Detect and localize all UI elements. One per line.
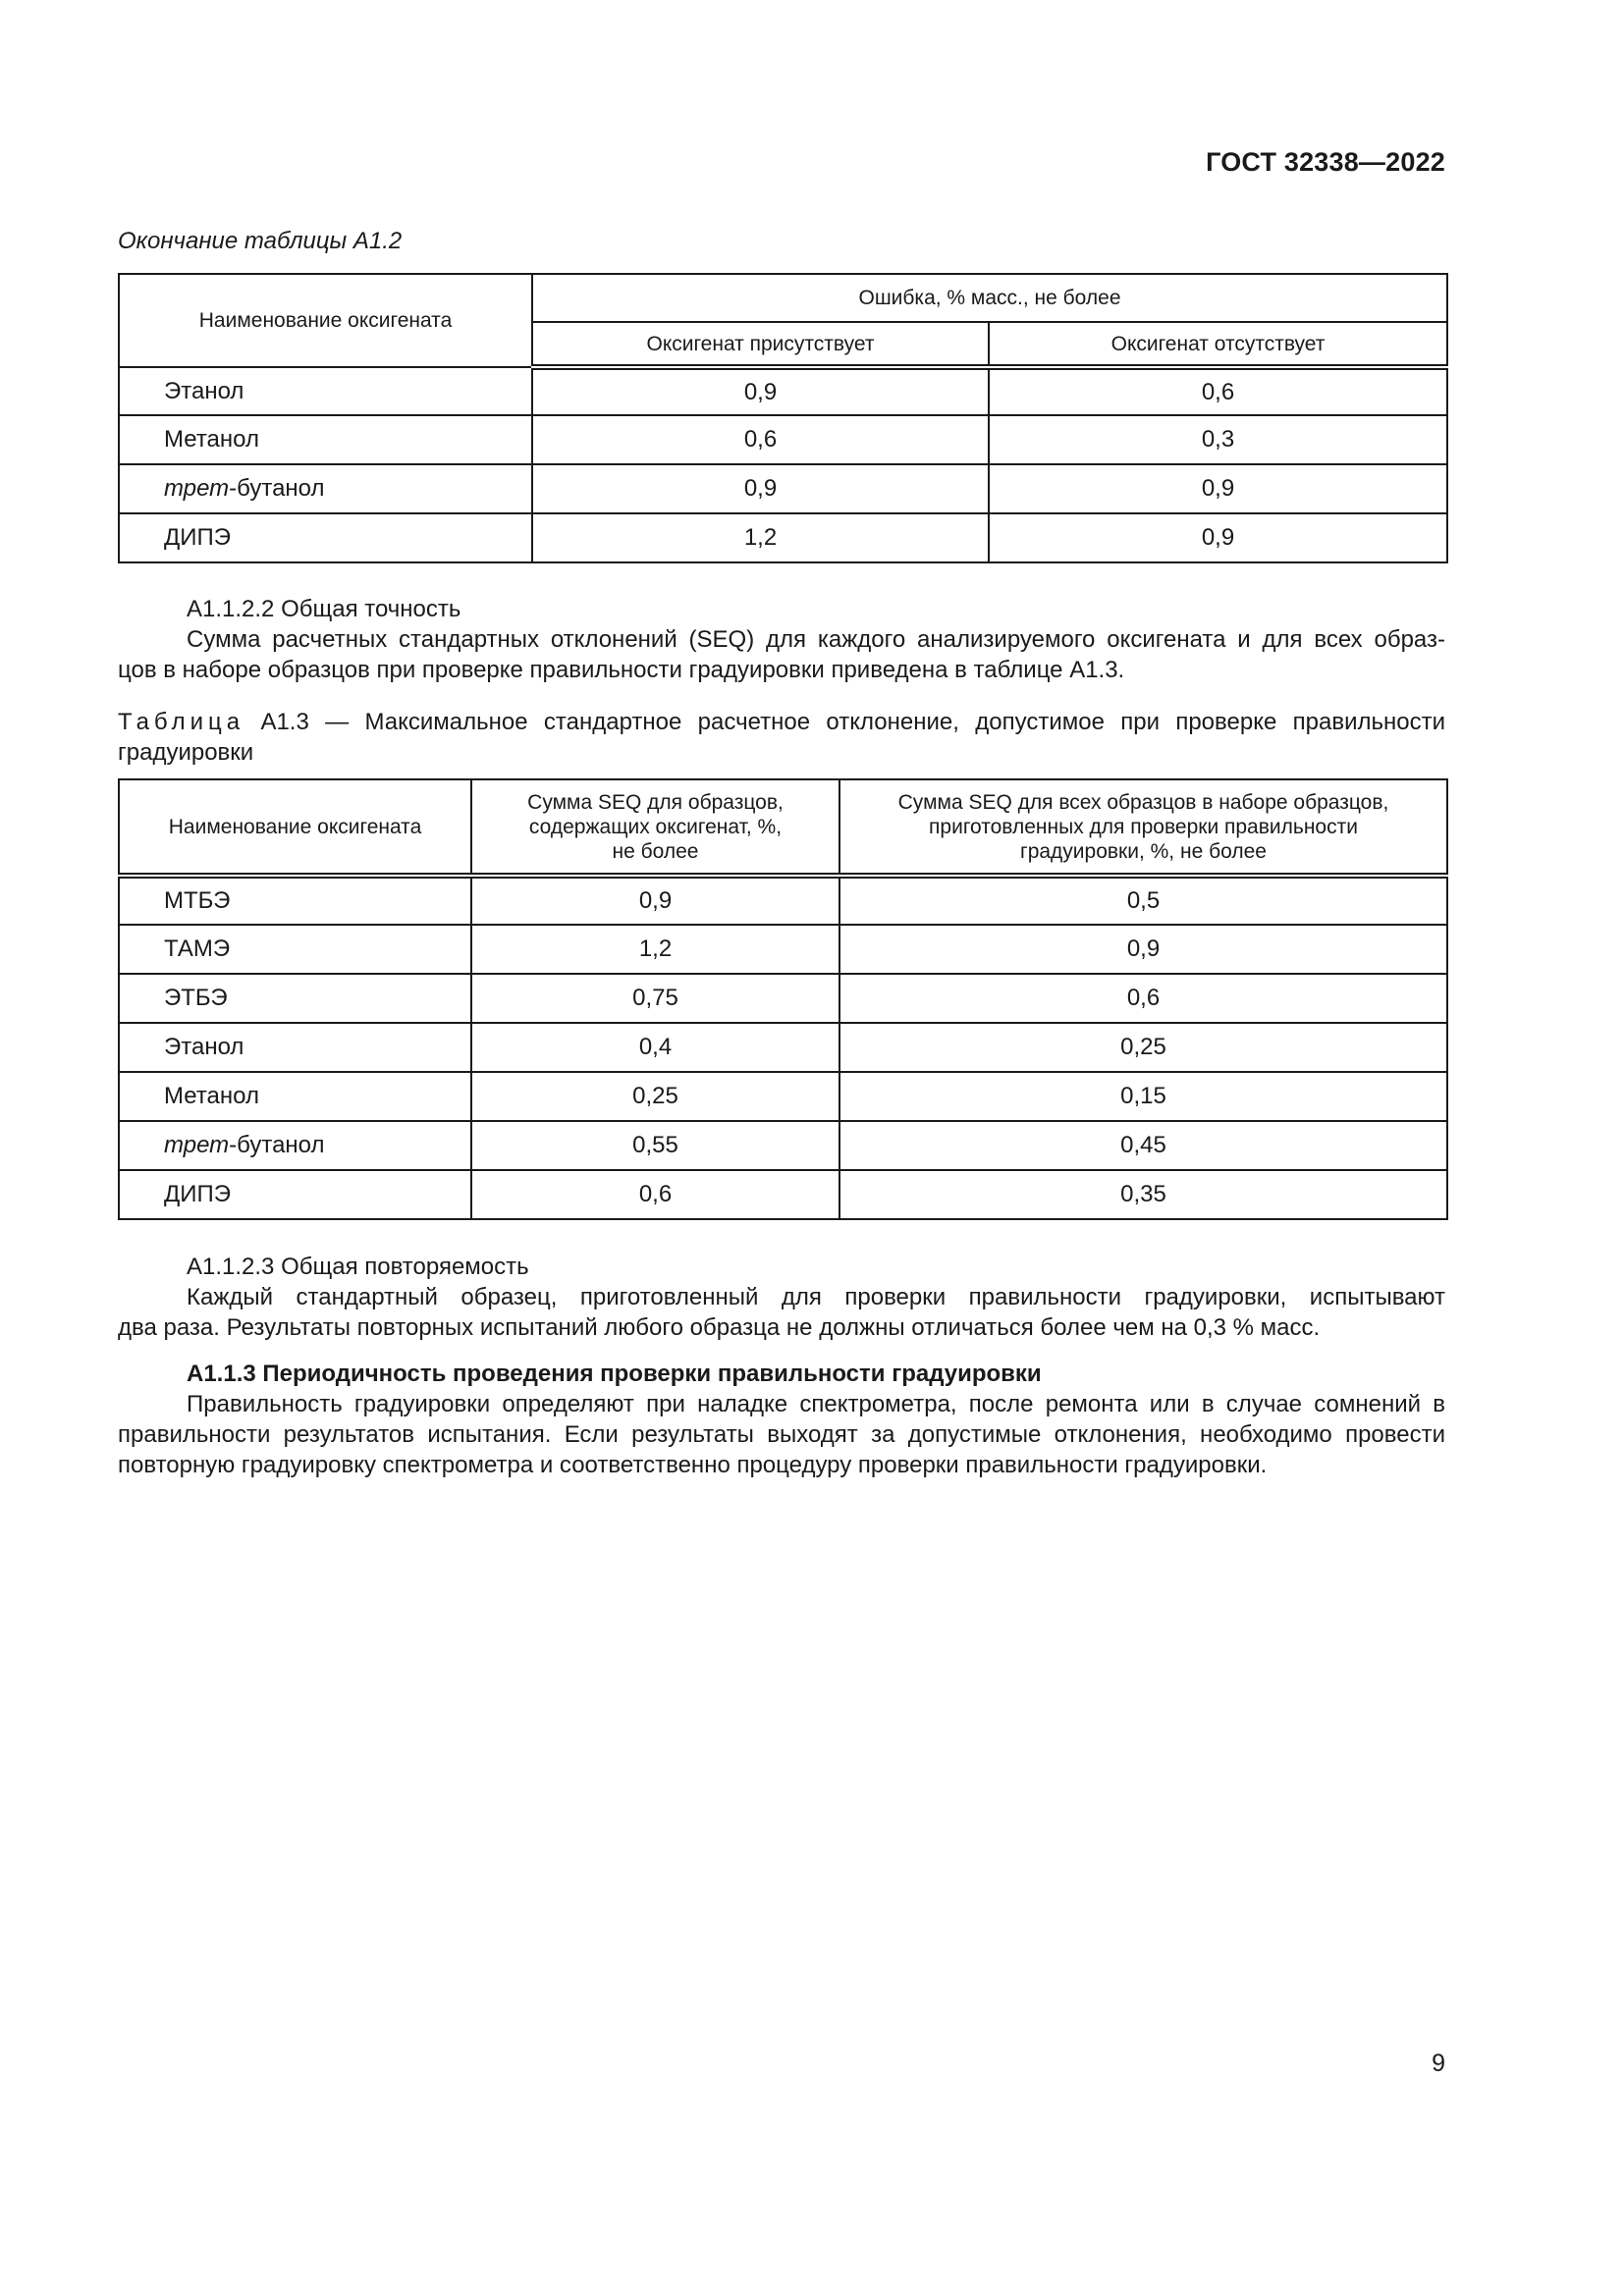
- header-line: Сумма SEQ для всех образцов в наборе образцов,: [897, 790, 1389, 814]
- row-value-seq-samples: 0,6: [471, 1170, 839, 1219]
- row-name: Этанол: [119, 1023, 471, 1072]
- row-value-absent: 0,3: [989, 415, 1447, 464]
- row-value-seq-all: 0,9: [839, 925, 1447, 974]
- section-a1122-line-1: Сумма расчетных стандартных отклонений (SEQ) для каждого анализируемого оксигената и для всех образ-: [187, 626, 1445, 653]
- table-row: [119, 925, 1447, 974]
- table-row: [119, 876, 1447, 925]
- section-a1122-line-2: цов в наборе образцов при проверке правильности градуировки приведена в таблице А1.3.: [118, 657, 1125, 683]
- row-name: Этанол: [119, 367, 532, 415]
- table-a13-header-name: Наименование оксигената: [119, 779, 471, 876]
- row-value-absent: 0,9: [989, 464, 1447, 513]
- row-value-seq-all: 0,6: [839, 974, 1447, 1023]
- section-a113-line-3: повторную градуировку спектрометра и соответственно процедуру проверки правильности градуировки.: [118, 1452, 1268, 1478]
- row-value-seq-samples: 1,2: [471, 925, 839, 974]
- row-value-absent: 0,9: [989, 513, 1447, 562]
- table-a13-header-seq-all: [839, 779, 1447, 876]
- row-name-italic-prefix: трет: [164, 1132, 230, 1158]
- section-a113-line-2: правильности результатов испытания. Если результаты выходят за допустимые отклонения, необходимо провести: [118, 1421, 1445, 1448]
- table-row: [119, 415, 1447, 464]
- row-value-present: 0,6: [532, 415, 989, 464]
- header-line: не более: [612, 839, 699, 863]
- standard-number: ГОСТ 32338—2022: [1206, 147, 1445, 177]
- row-value-seq-all: 0,15: [839, 1072, 1447, 1121]
- row-value-absent: 0,6: [989, 367, 1447, 415]
- table-a13: [118, 778, 1448, 1220]
- row-name-italic-prefix: трет: [164, 475, 230, 502]
- table-row: [119, 513, 1447, 562]
- table-a13-caption-line-2: градуировки: [118, 739, 254, 766]
- row-value-seq-all: 0,25: [839, 1023, 1447, 1072]
- row-value-present: 0,9: [532, 367, 989, 415]
- row-value-seq-all: 0,5: [839, 876, 1447, 925]
- table-row: [119, 1121, 1447, 1170]
- section-a113-heading: А1.1.3 Периодичность проведения проверки правильности градуировки: [187, 1361, 1042, 1387]
- row-value-seq-all: 0,35: [839, 1170, 1447, 1219]
- section-a1123-line-2: два раза. Результаты повторных испытаний любого образца не должны отличаться более чем на 0,3 % масс.: [118, 1314, 1321, 1341]
- row-name-suffix: -бутанол: [229, 475, 325, 502]
- table-row: [119, 1023, 1447, 1072]
- row-name: ЭТБЭ: [119, 974, 471, 1023]
- header-line: приготовленных для проверки правильности: [929, 815, 1358, 838]
- row-name: [119, 464, 532, 513]
- section-a113-line-1: Правильность градуировки определяют при наладке спектрометра, после ремонта или в случае сомнений в: [187, 1391, 1445, 1417]
- table-a12: [118, 273, 1448, 563]
- row-name: ТАМЭ: [119, 925, 471, 974]
- row-value-seq-samples: 0,9: [471, 876, 839, 925]
- table-a13-caption-label: Таблица: [118, 709, 245, 735]
- row-value-present: 0,9: [532, 464, 989, 513]
- table-row: [119, 1170, 1447, 1219]
- table-a12-header-error: Ошибка, % масс., не более: [532, 274, 1447, 322]
- row-name: Метанол: [119, 415, 532, 464]
- header-line: содержащих оксигенат, %,: [528, 815, 783, 838]
- section-a1122-heading: А1.1.2.2 Общая точность: [187, 596, 461, 622]
- row-name: ДИПЭ: [119, 513, 532, 562]
- table-a12-caption: Окончание таблицы А1.2: [118, 228, 403, 254]
- table-a12-header-absent: Оксигенат отсутствует: [989, 322, 1447, 367]
- row-value-seq-samples: 0,4: [471, 1023, 839, 1072]
- row-value-present: 1,2: [532, 513, 989, 562]
- table-row: [119, 367, 1447, 415]
- header-line: градуировки, %, не более: [1020, 839, 1267, 863]
- table-a13-caption-text: А1.3 — Максимальное стандартное расчетное отклонение, допустимое при проверке правильности: [260, 709, 1446, 735]
- section-a1123-heading: А1.1.2.3 Общая повторяемость: [187, 1254, 529, 1280]
- table-a13-header-seq-samples: [471, 779, 839, 876]
- table-a12-header-present: Оксигенат присутствует: [532, 322, 989, 367]
- row-value-seq-samples: 0,55: [471, 1121, 839, 1170]
- table-row: [119, 974, 1447, 1023]
- row-name: ДИПЭ: [119, 1170, 471, 1219]
- row-value-seq-samples: 0,75: [471, 974, 839, 1023]
- table-a12-header-name: Наименование оксигената: [119, 274, 532, 367]
- table-row: [119, 464, 1447, 513]
- row-name-suffix: -бутанол: [229, 1132, 325, 1158]
- row-value-seq-samples: 0,25: [471, 1072, 839, 1121]
- table-a13-caption: [118, 707, 1445, 737]
- section-a1123-line-1: Каждый стандартный образец, приготовленный для проверки правильности градуировки, испытывают: [187, 1284, 1445, 1310]
- header-line: Сумма SEQ для образцов,: [527, 790, 784, 814]
- row-name: МТБЭ: [119, 876, 471, 925]
- row-name: [119, 1121, 471, 1170]
- page-number: 9: [1432, 2050, 1445, 2077]
- row-name: Метанол: [119, 1072, 471, 1121]
- row-value-seq-all: 0,45: [839, 1121, 1447, 1170]
- table-row: [119, 1072, 1447, 1121]
